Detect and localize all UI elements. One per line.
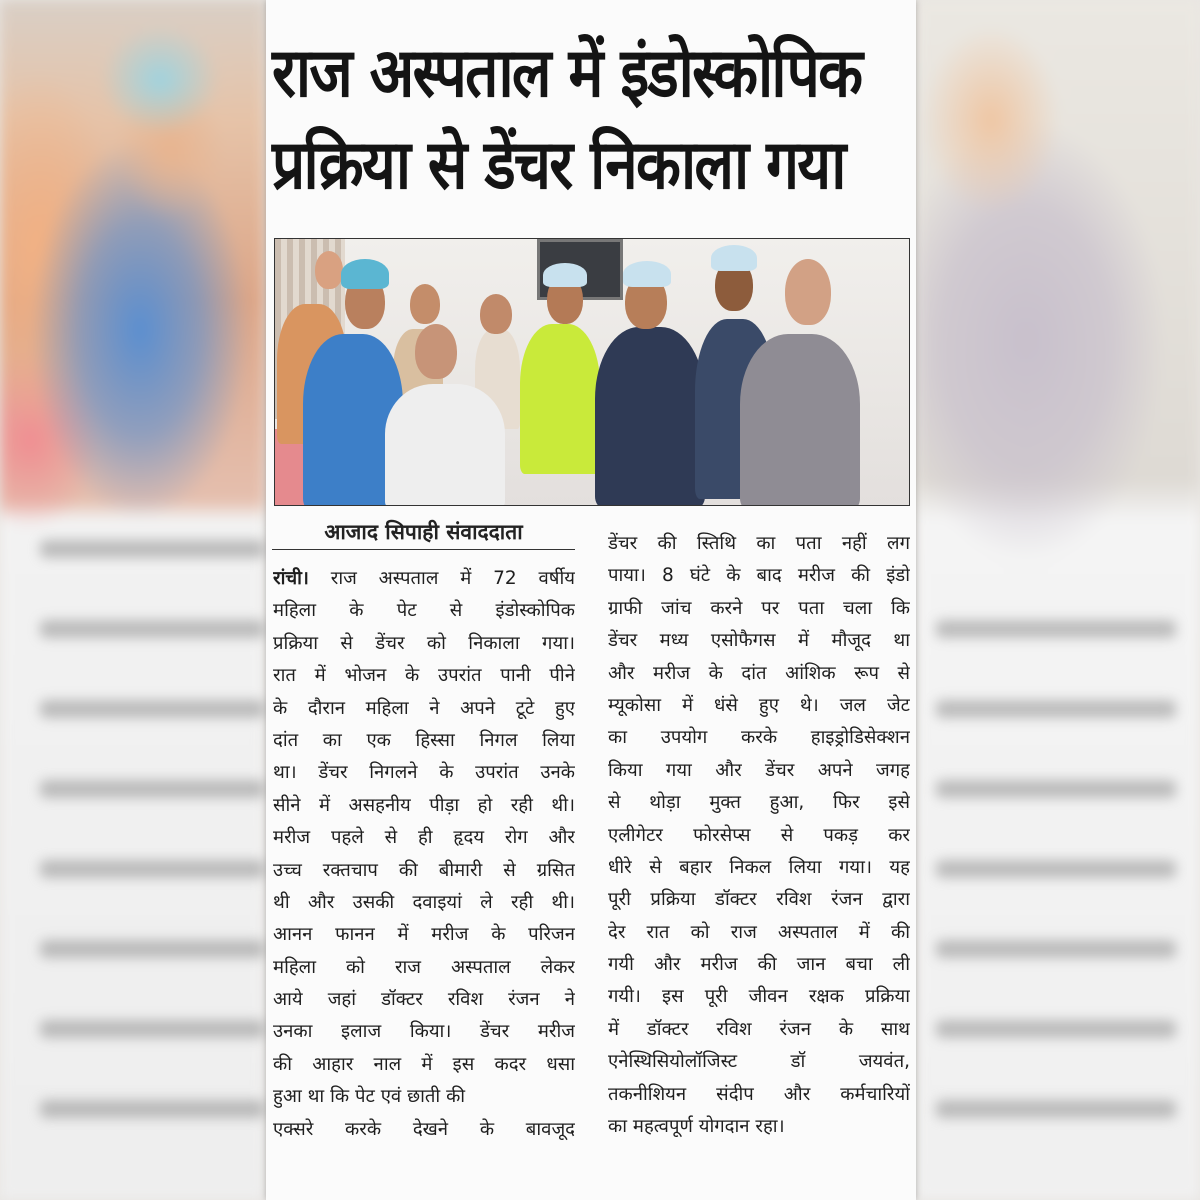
- text-line: प्रक्रिया से डेंचर को निकाला गया।: [273, 632, 575, 654]
- blur-bar: [40, 1020, 265, 1038]
- text-line: उनका इलाज किया। डेंचर मरीज: [273, 1021, 575, 1043]
- byline-block: [272, 518, 575, 550]
- text-line: एलीगेटर फोरसेप्स से पकड़ कर: [608, 824, 910, 846]
- text-line: किया गया और डेंचर अपने जगह: [608, 759, 910, 781]
- article-column-left: [273, 563, 575, 1146]
- article-column-right: [608, 528, 910, 1143]
- text-line: और मरीज के दांत आंशिक रूप से: [608, 662, 910, 684]
- text-line: धीरे से बहार निकल लिया गया। यह: [608, 856, 910, 878]
- newspaper-clipping: [266, 0, 916, 1200]
- headline-line-1: राज अस्पताल में इंडोस्कोपिक: [272, 34, 862, 113]
- text-line: से थोड़ा मुक्त हुआ, फिर इसे: [608, 792, 910, 814]
- text-line: महिला के पेट से इंडोस्कोपिक: [273, 600, 575, 622]
- surgical-cap: [341, 259, 389, 289]
- byline: आजाद सिपाही संवाददाता: [324, 520, 523, 544]
- text-line: तकनीशियन संदीप और कर्मचारियों: [608, 1083, 910, 1105]
- headline: [272, 28, 862, 212]
- surgical-cap: [711, 245, 757, 271]
- text-line: एक्सरे करके देखने के बावजूद: [273, 1118, 575, 1140]
- doctor-shape: [595, 327, 705, 506]
- text-line: गयी और मरीज की जान बचा ली: [608, 954, 910, 976]
- blur-bar: [936, 1020, 1176, 1038]
- text-line: गयी। इस पूरी जीवन रक्षक प्रक्रिया: [608, 986, 910, 1008]
- headline-line-2: प्रक्रिया से डेंचर निकाला गया: [272, 126, 845, 205]
- text-line: हुआ था कि पेट एवं छाती की: [273, 1086, 466, 1108]
- text-line: की आहार नाल में इस कदर धसा: [273, 1053, 575, 1075]
- blur-bar: [40, 940, 265, 958]
- text-line: डेंचर की स्तिथि का पता नहीं लग: [608, 533, 910, 554]
- text-line: के दौरान महिला ने अपने टूटे हुए: [273, 697, 575, 719]
- text-line: में डॉक्टर रविश रंजन के साथ: [608, 1018, 910, 1040]
- text-line: था। डेंचर निगलने के उपरांत उनके: [273, 762, 575, 784]
- patient-head: [415, 324, 457, 379]
- blurred-backdrop-right-text: [916, 0, 1200, 1200]
- blur-bar: [936, 700, 1176, 718]
- blur-bar: [936, 860, 1176, 878]
- text-span: राज अस्पताल में 72 वर्षीय: [308, 568, 575, 589]
- person-head: [315, 251, 343, 289]
- text-line: देर रात को राज अस्पताल में की: [608, 921, 910, 943]
- blur-bar: [936, 620, 1176, 638]
- person-shape: [740, 334, 860, 506]
- dateline: रांची।: [273, 568, 309, 589]
- surgical-cap: [543, 263, 587, 287]
- blur-bar: [40, 700, 265, 718]
- person-head: [480, 294, 512, 334]
- text-line: पूरी प्रक्रिया डॉक्टर रविश रंजन द्वारा: [608, 889, 910, 911]
- article-photo: [274, 238, 910, 506]
- text-line: पाया। 8 घंटे के बाद मरीज की इंडो: [608, 565, 910, 587]
- blur-bar: [936, 940, 1176, 958]
- text-line: एनेस्थिसियोलॉजिस्ट डॉ जयवंत,: [608, 1051, 910, 1073]
- text-line: आनन फानन में मरीज के परिजन: [273, 924, 575, 946]
- person-head: [785, 259, 831, 325]
- text-line: रात में भोजन के उपरांत पानी पीने: [273, 665, 575, 687]
- text-line: [273, 563, 575, 595]
- blur-bar: [40, 620, 265, 638]
- text-line: सीने में असहनीय पीड़ा हो रही थी।: [273, 794, 575, 816]
- person-head: [410, 284, 440, 324]
- text-line: दांत का एक हिस्सा निगल लिया: [273, 729, 575, 751]
- patient-shape: [385, 384, 505, 506]
- blur-bar: [936, 1100, 1176, 1118]
- blur-bar: [40, 540, 265, 558]
- text-line: का महत्वपूर्ण योगदान रहा।: [608, 1116, 785, 1138]
- text-line: उच्च रक्तचाप की बीमारी से ग्रसित: [273, 859, 575, 881]
- text-line: आये जहां डॉक्टर रविश रंजन ने: [273, 989, 575, 1011]
- surgical-cap: [623, 261, 671, 287]
- text-line: म्यूकोसा में धंसे हुए थे। जल जेट: [608, 694, 910, 716]
- text-line: डेंचर मध्य एसोफैगस में मौजूद था: [608, 630, 910, 652]
- person-shape: [520, 324, 600, 474]
- text-line: ग्राफी जांच करने पर पता चला कि: [608, 597, 910, 619]
- text-line: थी और उसकी दवाइयां ले रही थी।: [273, 891, 575, 913]
- text-line: मरीज पहले से ही हृदय रोग और: [273, 827, 575, 849]
- blur-bar: [40, 780, 265, 798]
- blur-bar: [40, 1100, 265, 1118]
- text-line: महिला को राज अस्पताल लेकर: [273, 956, 575, 978]
- text-line: का उपयोग करके हाइड्रोडिसेक्शन: [608, 727, 910, 749]
- blur-bar: [936, 780, 1176, 798]
- blur-bar: [40, 860, 265, 878]
